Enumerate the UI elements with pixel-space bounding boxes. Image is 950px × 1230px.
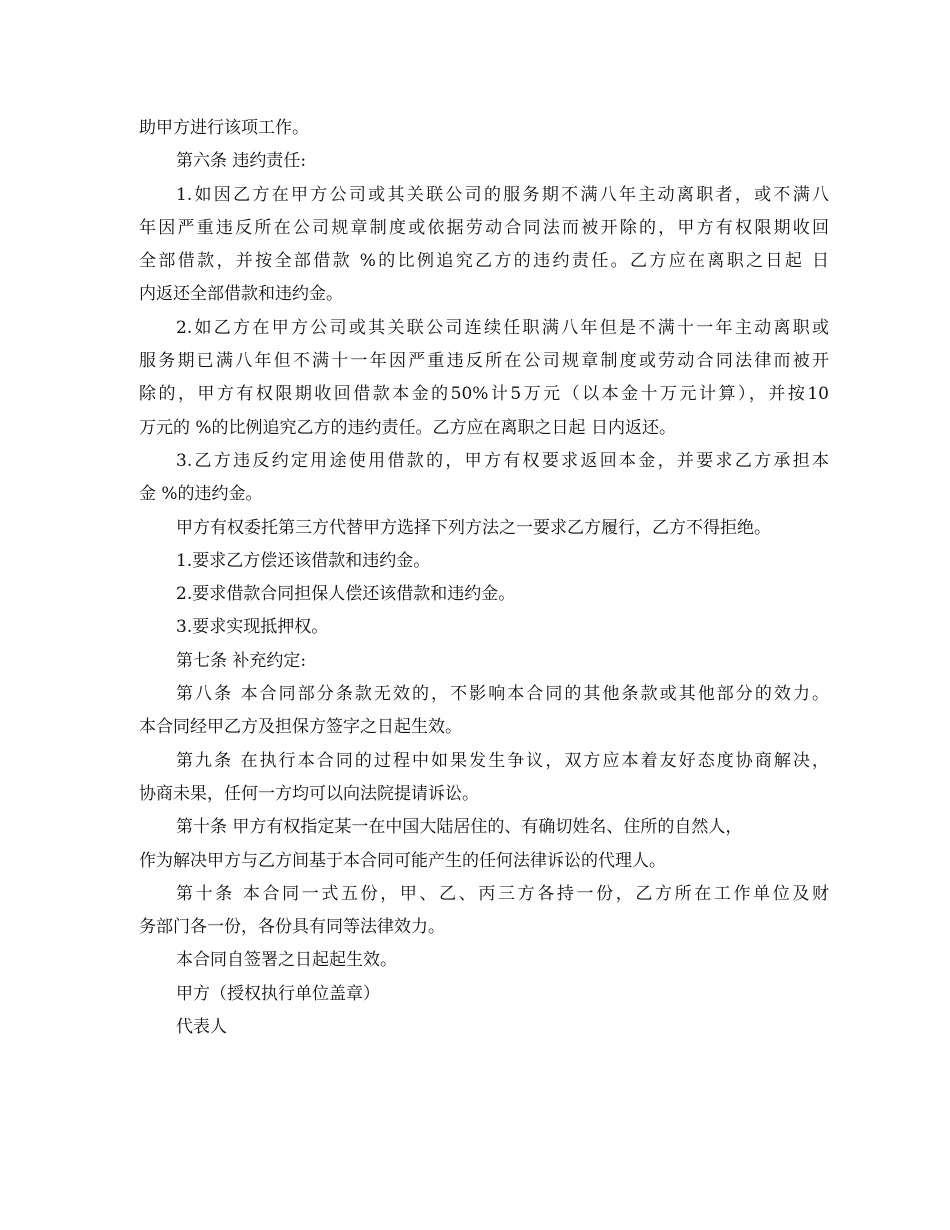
text-line: 全部借款，并按全部借款 %的比例追究乙方的违约责任。乙方应在离职之日起 日 — [139, 251, 829, 272]
text-line: 3.要求实现抵押权。 — [176, 617, 329, 638]
article-6-heading: 第六条 违约责任: — [176, 151, 307, 172]
text-line: 务部门各一份，各份具有同等法律效力。 — [139, 917, 445, 938]
text-line: 1.如因乙方在甲方公司或其关联公司的服务期不满八年主动离职者，或不满八 — [176, 184, 829, 205]
article-10-text: 第十条 甲方有权指定某一在中国大陆居住的、有确切姓名、住所的自然人， — [176, 817, 743, 838]
party-a-label: 甲方（授权执行单位盖章） — [176, 983, 380, 1004]
text-line: 除的，甲方有权限期收回借款本金的50%计5万元（以本金十万元计算），并按10 — [139, 384, 829, 405]
text-line: 2.要求借款合同担保人偿还该借款和违约金。 — [176, 584, 516, 605]
text-line: 作为解决甲方与乙方间基于本合同可能产生的任何法律诉讼的代理人。 — [139, 850, 666, 871]
article-7-heading: 第七条 补充约定: — [176, 650, 307, 671]
text-line: 内返还全部借款和违约金。 — [139, 284, 343, 305]
text-line: 1.要求乙方偿还该借款和违约金。 — [176, 550, 431, 571]
text-line: 甲方有权委托第三方代替甲方选择下列方法之一要求乙方履行，乙方不得拒绝。 — [176, 517, 771, 538]
effective-clause: 本合同自签署之日起起生效。 — [176, 950, 397, 971]
text-line: 2.如乙方在甲方公司或其关联公司连续任职满八年但是不满十一年主动离职或 — [176, 317, 829, 338]
text-line: 年因严重违反所在公司规章制度或依据劳动合同法而被开除的，甲方有权限期收回 — [139, 217, 829, 238]
article-8-text: 第八条 本合同部分条款无效的，不影响本合同的其他条款或其他部分的效力。 — [176, 684, 829, 705]
representative-label: 代表人 — [176, 1017, 227, 1038]
text-line: 万元的 %的比例追究乙方的违约责任。乙方应在离职之日起 日内返还。 — [139, 417, 676, 438]
text-line: 助甲方进行该项工作。 — [139, 118, 309, 138]
article-10b-text: 第十条 本合同一式五份，甲、乙、丙三方各持一份，乙方所在工作单位及财 — [176, 883, 829, 904]
text-line: 协商未果，任何一方均可以向法院提请诉讼。 — [139, 783, 479, 804]
text-line: 本合同经甲乙方及担保方签字之日起生效。 — [139, 717, 462, 738]
article-9-text: 第九条 在执行本合同的过程中如果发生争议，双方应本着友好态度协商解决， — [176, 750, 829, 771]
contract-body — [139, 112, 829, 1044]
text-line: 3.乙方违反约定用途使用借款的，甲方有权要求返回本金，并要求乙方承担本 — [176, 450, 829, 471]
text-line: 服务期已满八年但不满十一年因严重违反所在公司规章制度或劳动合同法律而被开 — [139, 351, 829, 372]
text-line: 金 %的违约金。 — [139, 484, 263, 505]
